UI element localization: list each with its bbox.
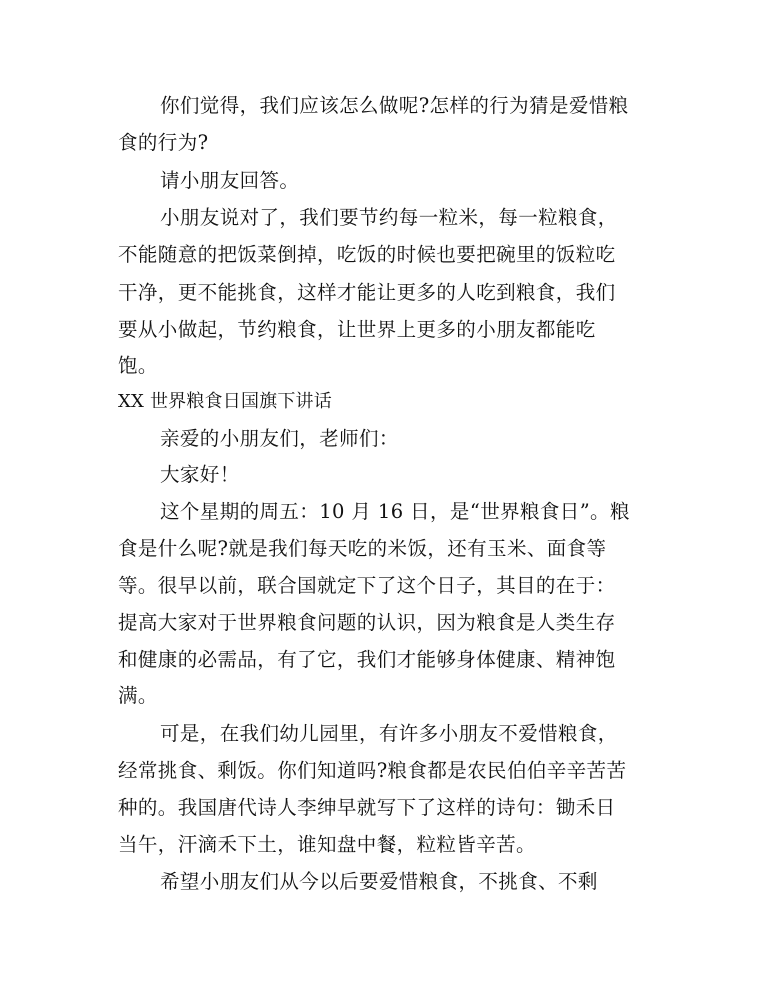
paragraph-line: 等。很早以前，联合国就定下了这个日子，其目的在于： bbox=[118, 574, 616, 597]
paragraph-line: 和健康的必需品，有了它，我们才能够身体健康、精神饱 bbox=[118, 648, 616, 671]
greeting: 大家好！ bbox=[160, 463, 240, 486]
paragraph-line: 当午，汗滴禾下土，谁知盘中餐，粒粒皆辛苦。 bbox=[118, 833, 536, 856]
paragraph-line: 食的行为? bbox=[118, 131, 209, 154]
paragraph-line: 你们觉得，我们应该怎么做呢?怎样的行为猜是爱惜粮 bbox=[160, 94, 629, 117]
paragraph-line: 可是，在我们幼儿园里，有许多小朋友不爱惜粮食， bbox=[160, 722, 618, 745]
paragraph-line: 经常挑食、剩饭。你们知道吗?粮食都是农民伯伯辛辛苦苦 bbox=[118, 759, 627, 782]
paragraph-line: 满。 bbox=[118, 684, 158, 707]
paragraph-line: 种的。我国唐代诗人李绅早就写下了这样的诗句：锄禾日 bbox=[118, 796, 616, 819]
paragraph-line: 食是什么呢?就是我们每天吃的米饭，还有玉米、面食等 bbox=[118, 537, 607, 560]
section-heading: XX 世界粮食日国旗下讲话 bbox=[118, 391, 332, 412]
salutation: 亲爱的小朋友们，老师们： bbox=[160, 427, 399, 450]
paragraph-line: 干净，更不能挑食，这样才能让更多的人吃到粮食，我们 bbox=[118, 281, 616, 304]
paragraph-line: 提高大家对于世界粮食问题的认识，因为粮食是人类生存 bbox=[118, 611, 616, 634]
paragraph-line: 请小朋友回答。 bbox=[160, 169, 300, 192]
paragraph-line: 要从小做起，节约粮食，让世界上更多的小朋友都能吃 bbox=[118, 318, 596, 341]
paragraph-line: 不能随意的把饭菜倒掉，吃饭的时候也要把碗里的饭粒吃 bbox=[118, 243, 616, 266]
paragraph-line: 饱。 bbox=[118, 354, 158, 377]
paragraph-line: 这个星期的周五：10 月 16 日，是“世界粮食日”。粮 bbox=[160, 500, 630, 523]
paragraph-line: 希望小朋友们从今以后要爱惜粮食，不挑食、不剩 bbox=[160, 870, 598, 893]
paragraph-line: 小朋友说对了，我们要节约每一粒米，每一粒粮食， bbox=[160, 206, 618, 229]
